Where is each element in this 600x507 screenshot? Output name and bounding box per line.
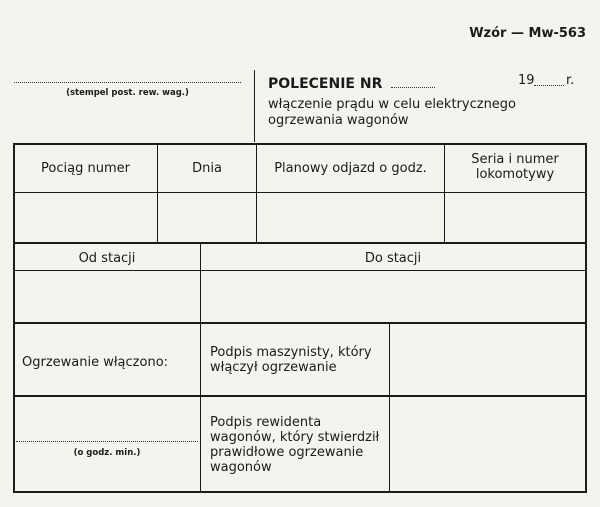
train-number-header: Pociąg numer <box>41 161 130 176</box>
time-caption: (o godz. min.) <box>73 448 141 458</box>
table-right-border <box>585 143 587 493</box>
heating-time-field[interactable] <box>16 400 198 440</box>
train-number-field[interactable] <box>15 194 156 241</box>
planned-departure-field[interactable] <box>257 194 443 241</box>
inspector-signature-label: Podpis rewidenta wagonów, który stwierdził prawidłowe ogrzewanie wagonów <box>210 415 380 475</box>
header-divider <box>254 70 255 142</box>
order-title: POLECENIE NR <box>268 76 383 92</box>
row3-bottom <box>14 395 586 397</box>
form-code: Wzór — Mw-563 <box>469 26 586 41</box>
order-year-field[interactable] <box>534 77 564 86</box>
to-station-header: Do stacji <box>364 251 422 266</box>
from-station-header: Od stacji <box>78 251 136 266</box>
order-year-suffix: r. <box>566 73 575 88</box>
stamp-line <box>14 82 241 83</box>
station-header-divider <box>14 270 586 271</box>
header-row-divider <box>14 192 586 193</box>
time-line <box>16 441 198 442</box>
order-title-row <box>268 73 578 91</box>
date-header: Dnia <box>192 161 222 176</box>
table-bottom-border <box>13 491 587 493</box>
locomotive-series-field[interactable] <box>445 194 584 241</box>
inspector-signature-field[interactable] <box>390 398 584 490</box>
driver-signature-field[interactable] <box>390 324 584 394</box>
heating-enabled-label: Ogrzewanie włączono: <box>22 355 169 370</box>
stamp-caption: (stempel post. rew. wag.) <box>66 88 189 98</box>
date-field[interactable] <box>158 194 255 241</box>
to-station-field[interactable] <box>201 272 584 321</box>
order-year-prefix: 19 <box>518 73 535 88</box>
order-subject: włączenie prądu w celu elektrycznego ogrzewania wagonów <box>268 97 517 128</box>
row1-bottom <box>14 242 586 244</box>
from-station-field[interactable] <box>15 272 199 321</box>
locomotive-series-header: Seria i numer lokomotywy <box>471 152 559 182</box>
driver-signature-label: Podpis maszynisty, który włączył ogrzewanie <box>210 345 372 375</box>
table-top-border <box>13 143 587 145</box>
order-number-field[interactable] <box>391 77 435 88</box>
planned-departure-header: Planowy odjazd o godz. <box>274 161 427 176</box>
